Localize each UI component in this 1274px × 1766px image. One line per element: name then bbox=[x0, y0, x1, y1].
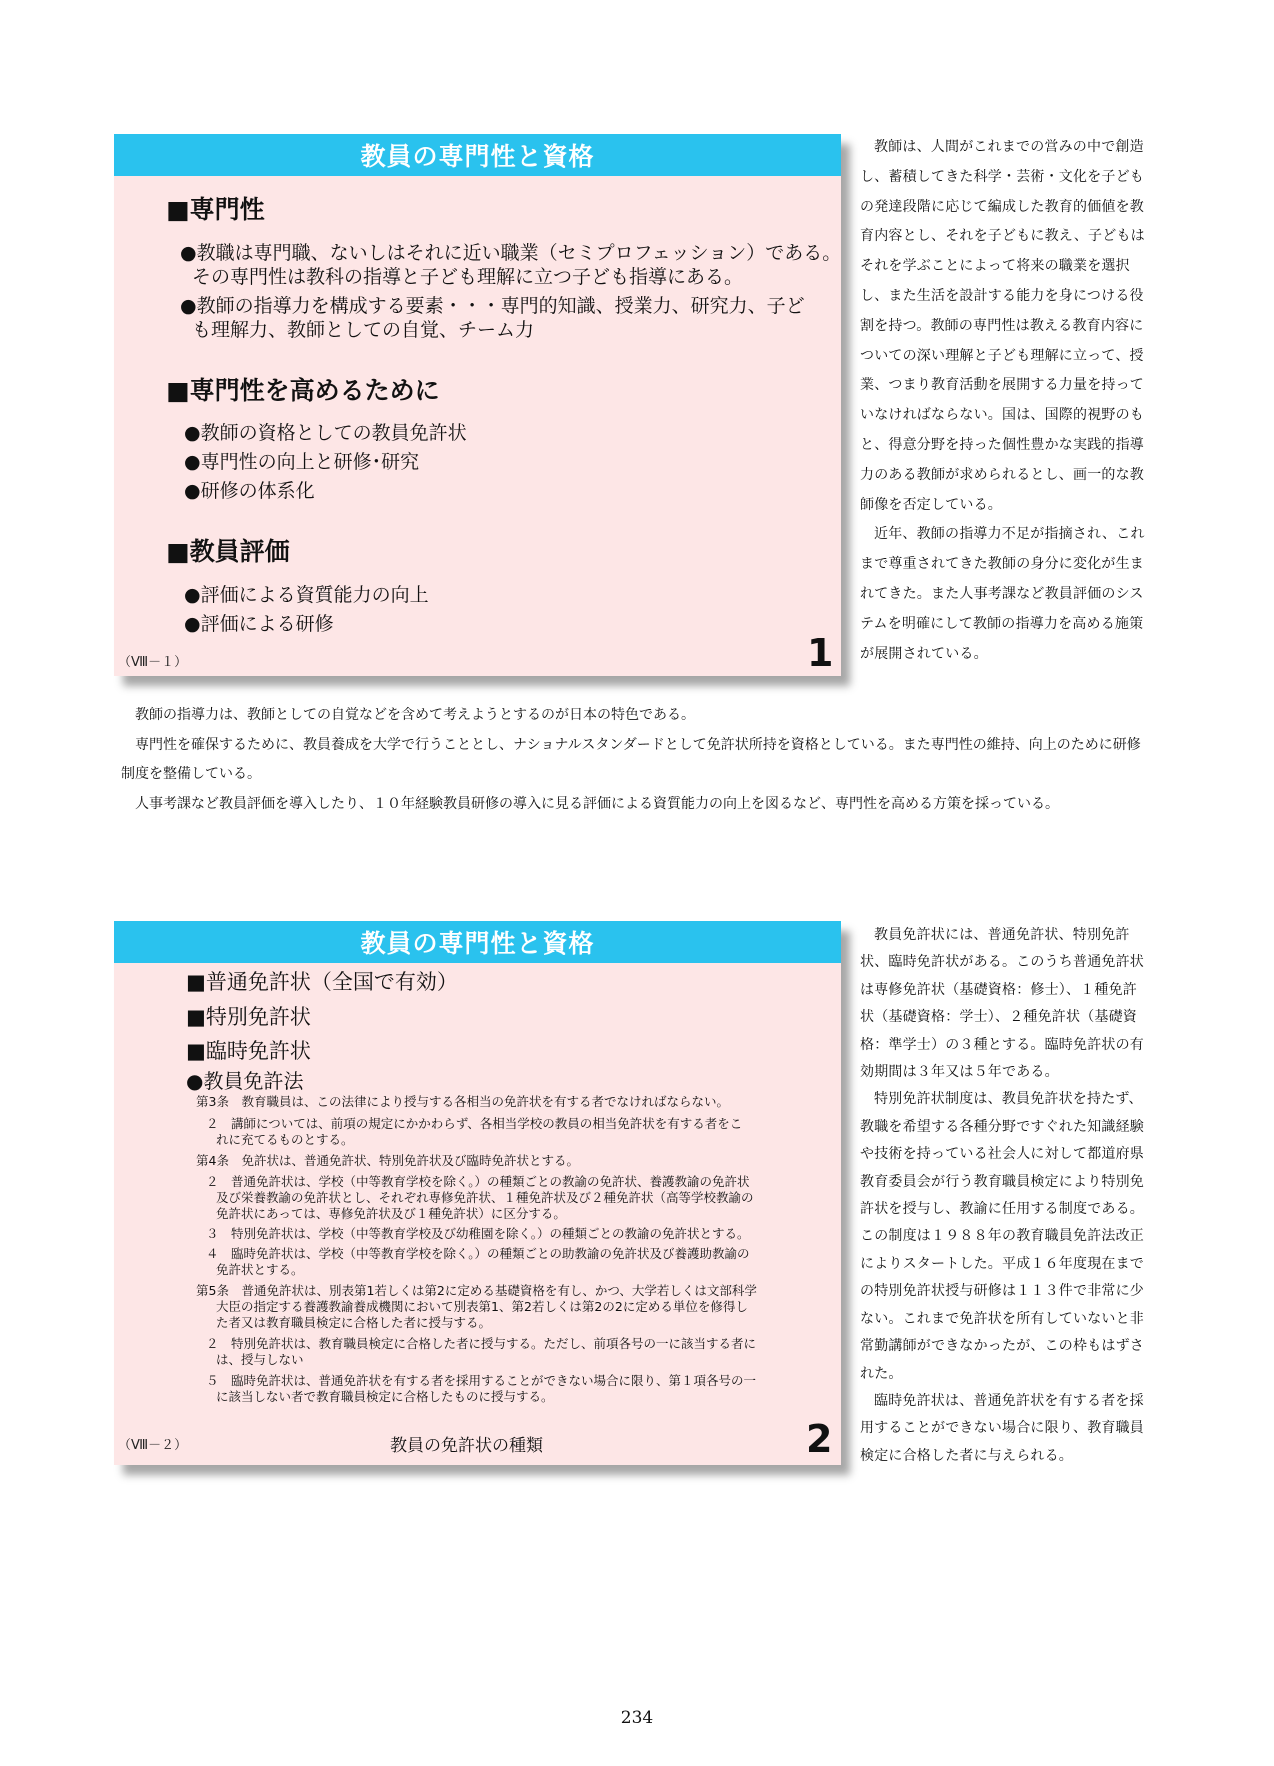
section-heading-expertise: ■専門性 bbox=[166, 195, 265, 224]
bullet-ability-line1: ●教師の指導力を構成する要素・・・専門的知識、授業力、研究力、子ど bbox=[180, 295, 805, 317]
law-line: れに充てるものとする。 bbox=[216, 1132, 354, 1147]
section-heading-raising-expertise: ■専門性を高めるために bbox=[166, 376, 440, 405]
bullet-training-research: ●専門性の向上と研修･研究 bbox=[184, 451, 420, 473]
slide-1-title: 教員の専門性と資格 bbox=[114, 134, 841, 176]
law-line: に該当しない者で教育職員検定に合格したものに授与する。 bbox=[216, 1389, 554, 1404]
notes-1 bbox=[121, 701, 1151, 819]
law-line: ５ 臨時免許状は、普通免許状を有する者を採用することができない場合に限り、第１項各号の一 bbox=[206, 1373, 757, 1388]
law-line: 第3条 教育職員は、この法律により授与する各相当の免許状を有する者でなければならない。 bbox=[196, 1094, 729, 1109]
side-paragraph: 教員免許状には、普通免許状、特別免許状、臨時免許状がある。このうち普通免許状は専修免許状（基礎資格：修士）、１種免許状（基礎資格：学士）、２種免許状（基礎資格：準学士）の３種とする。臨時免許状の有効期間は３年又は５年である。 bbox=[860, 927, 1144, 1081]
page-number: 234 bbox=[620, 1708, 654, 1728]
bullet-ability-line2: も理解力、教師としての自覚、チーム力 bbox=[192, 319, 535, 341]
slide-2-code: （Ⅷ－２） bbox=[118, 1438, 188, 1453]
law-line: は、授与しない bbox=[216, 1352, 304, 1367]
law-line: 及び栄養教諭の免許状とし、それぞれ専修免許状、１種免許状及び２種免許状（高等学校教諭の bbox=[216, 1190, 754, 1205]
law-line: ２ 講師については、前項の規定にかかわらず、各相当学校の教員の相当免許状を有する者をこ bbox=[206, 1116, 743, 1131]
heading-license-law: ●教員免許法 bbox=[186, 1069, 304, 1093]
law-line: ２ 特別免許状は、教育職員検定に合格した者に授与する。ただし、前項各号の一に該当する者に bbox=[206, 1336, 757, 1351]
heading-regular-license: ■普通免許状（全国で有効） bbox=[186, 970, 458, 994]
law-line: 免許状とする。 bbox=[216, 1262, 304, 1277]
bullet-evaluation-ability: ●評価による資質能力の向上 bbox=[184, 584, 429, 606]
heading-special-license: ■特別免許状 bbox=[186, 1005, 311, 1029]
law-line: ２ 普通免許状は、学校（中等教育学校を除く。）の種類ごとの教諭の免許状、養護教諭の免許状 bbox=[206, 1174, 750, 1189]
law-line: ３ 特別免許状は、学校（中等教育学校及び幼稚園を除く。）の種類ごとの教諭の免許状とする。 bbox=[206, 1226, 750, 1241]
slide-1 bbox=[114, 134, 841, 676]
note-paragraph: 人事考課など教員評価を導入したり、１０年経験教員研修の導入に見る評価による資質能力の向上を図るなど、専門性を高める方策を採っている。 bbox=[135, 795, 1059, 812]
side-commentary-2 bbox=[860, 922, 1146, 1470]
law-line: 第5条 普通免許状は、別表第1若しくは第2に定める基礎資格を有し、かつ、大学若しくは文部科学 bbox=[196, 1283, 757, 1298]
slide-1-code: （Ⅷ－１） bbox=[118, 655, 188, 670]
side-paragraph: 臨時免許状は、普通免許状を有する者を採用することができない場合に限り、教育職員検定に合格した者に与えられる。 bbox=[860, 1392, 1144, 1464]
bullet-profession-line2: その専門性は教科の指導と子ども理解に立つ子ども指導にある。 bbox=[192, 266, 744, 288]
law-line: 第4条 免許状は、普通免許状、特別免許状及び臨時免許状とする。 bbox=[196, 1153, 579, 1168]
law-line: 免許状にあっては、専修免許状及び１種免許状）に区分する。 bbox=[216, 1206, 566, 1221]
side-paragraph: 近年、教師の指導力不足が指摘され、これまで尊重されてきた教師の身分に変化が生まれてきた。また人事考課など教員評価のシステムを明確にして教師の指導力を高める施策が展開されている。 bbox=[860, 526, 1145, 662]
note-paragraph: 専門性を確保するために、教員養成を大学で行うこととし、ナショナルスタンダードとして免許状所持を資格としている。また専門性の維持、向上のために研修制度を整備している。 bbox=[121, 736, 1141, 782]
law-line: ４ 臨時免許状は、学校（中等教育学校を除く。）の種類ごとの助教諭の免許状及び養護助教諭の bbox=[206, 1246, 750, 1261]
heading-temporary-license: ■臨時免許状 bbox=[186, 1039, 311, 1063]
side-commentary-1 bbox=[860, 133, 1146, 669]
slide-2 bbox=[114, 921, 841, 1465]
side-paragraph: 特別免許状制度は、教員免許状を持たず、教職を希望する各種分野ですぐれた知識経験や技術を持っている社会人に対して都道府県教育委員会が行う教育職員検定により特別免許状を授与し、教諭に任用する制度である。この制度は１９８８年の教育職員免許法改正によりスタートした。平成１６年度現在までの特別免許状授与研修は１１３件で非常に少ない。これまで免許状を所有していないと非常勤講師ができなかったが、この枠もはずされた。 bbox=[860, 1091, 1144, 1382]
slide-2-number: 2 bbox=[806, 1417, 833, 1461]
bullet-license: ●教師の資格としての教員免許状 bbox=[184, 422, 467, 444]
note-paragraph: 教師の指導力は、教師としての自覚などを含めて考えようとするのが日本の特色である。 bbox=[135, 707, 695, 723]
section-heading-evaluation: ■教員評価 bbox=[166, 537, 290, 566]
side-paragraph: 教師は、人間がこれまでの営みの中で創造し、蓄積してきた科学・芸術・文化を子どもの発達段階に応じて編成した教育的価値を教育内容とし、それを子どもに教え、子どもはそれを学ぶことによって将来の職業を選択し、また生活を設計する能力を身につける役割を持つ。教師の専門性は教える教育内容についての深い理解と子ども理解に立って、授業、つまり教育活動を展開する力量を持っていなければならない。国は、国際的視野のもと、得意分野を持った個性豊かな実践的指導力のある教師が求められるとし、画一的な教師像を否定している。 bbox=[860, 139, 1145, 513]
bullet-evaluation-training: ●評価による研修 bbox=[184, 613, 334, 635]
law-line: 大臣の指定する養護教諭養成機関において別表第1、第2若しくは第2の2に定める単位を修得し bbox=[216, 1299, 748, 1314]
slide-2-title: 教員の専門性と資格 bbox=[114, 921, 841, 963]
slide-1-number: 1 bbox=[807, 631, 834, 675]
bullet-profession-line1: ●教職は専門職、ないしはそれに近い職業（セミプロフェッション）である。 bbox=[180, 242, 842, 264]
law-line: た者又は教育職員検定に合格した者に授与する。 bbox=[216, 1315, 492, 1330]
bullet-training-system: ●研修の体系化 bbox=[184, 480, 315, 502]
slide-2-caption: 教員の免許状の種類 bbox=[390, 1436, 543, 1456]
